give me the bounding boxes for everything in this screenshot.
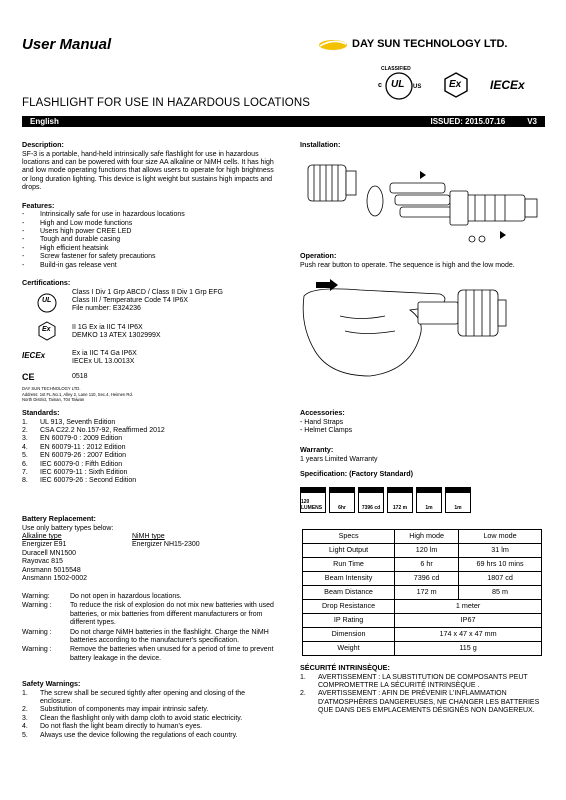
standard-item-text: IEC 60079-0 : Fifth Edition [40,460,123,468]
spec-cell: IP67 [395,614,542,628]
company-address [22,386,277,402]
ul-text: UL [391,79,405,90]
ul-cert [22,289,277,315]
nimh-heading: NiMH type [132,533,165,541]
standards-list [22,419,277,486]
iecex-mark: IECEx [490,77,525,92]
warning-label: Warning : [22,646,52,654]
badge-header [359,488,383,493]
spec-header-cell: Specs [303,530,395,544]
ul-classified-mark [376,66,422,104]
accessory-item: - Hand Straps [300,418,344,426]
safety-item-text: Do not flash the light beam directly to human's eyes. [40,723,203,731]
ce-number: 0518 [72,373,88,381]
feature-text: High and Low mode functions [40,219,133,227]
spec-cell: 115 g [395,642,542,656]
french-item [300,690,545,715]
language-bar [22,116,545,127]
spec-cell: 172 m [395,586,459,600]
standard-item-text: EN 60079-0 : 2009 Edition [40,435,123,443]
feature-item [22,228,277,236]
standards-section [22,409,277,486]
issued-date: ISSUED: 2015.07.16 [430,116,506,126]
safety-item-number: 3. [22,714,28,722]
atex-line-1: II 1G Ex ia IIC T4 IP6X [72,323,143,331]
atex-cert-mark [22,321,72,341]
ul-line-2: Class III / Temperature Code T4 IP6X [72,297,189,304]
features-section [22,202,277,270]
ul-small-text: UL [42,296,52,304]
spec-header-cell: High mode [395,530,459,544]
badge-header [417,488,441,493]
atex-cert-text [72,321,161,341]
alkaline-list [22,541,132,583]
ce-cert-mark [22,372,72,383]
feature-item [22,211,277,219]
spec-row [303,544,542,558]
safety-heading: Safety Warnings: [22,679,81,688]
standard-item-number: 4. [22,443,28,451]
spec-row [303,600,542,614]
safety-item-text: Clean the flashlight only with damp cloth to avoid static electricity. [40,714,243,722]
warning-label: Warning: [22,593,50,600]
spec-badge [445,487,471,513]
installation-section [300,141,545,254]
spec-cell: 1 meter [395,600,542,614]
safety-section [22,680,277,740]
ex-hexagon-mark [444,72,468,98]
operation-section [300,252,545,389]
ex-small-text: Ex [42,325,51,333]
standard-item-text: IEC 60079-26 : Second Edition [40,477,137,485]
specification-heading: Specification: (Factory Standard) [300,469,414,478]
spec-table-wrap [302,529,542,656]
ul-cert-text [72,289,223,314]
french-heading: SÉCURITÉ INTRINSÈQUE: [300,663,390,672]
standard-item [22,469,277,477]
iecex-cert [22,347,277,367]
safety-item-number: 5. [22,731,28,739]
standard-item-number: 8. [22,477,28,485]
standard-item-text: CSA C22.2 No.157-92, Reaffirmed 2012 [40,427,165,435]
warning-item [22,646,277,663]
battery-intro: Use only battery types below: [22,524,114,532]
badge-label: 172 m [392,504,408,511]
ce-mark-icon: CE [22,372,35,383]
standard-item [22,435,277,443]
safety-item [22,723,277,731]
spec-cell: Beam Intensity [303,572,395,586]
french-list [300,674,545,716]
spec-row [303,586,542,600]
standard-item-text: UL 913, Seventh Edition [40,418,116,426]
features-heading: Features: [22,200,55,210]
spec-badge [329,487,355,513]
standard-item [22,419,277,427]
safety-item-text: The screw shall be secured tightly after opening and closing of the enclosure. [40,689,246,706]
ex-text: Ex [449,79,462,90]
feature-text: Intrinsically safe for use in hazardous locations [40,211,185,219]
installation-heading: Installation: [300,140,341,149]
safety-item-number: 4. [22,723,28,731]
standard-item [22,427,277,435]
spec-cell: Light Output [303,544,395,558]
spec-cell: Run Time [303,558,395,572]
spec-cell: Drop Resistance [303,600,395,614]
bullet-dash: - [22,228,25,236]
address-line-2: Address: 1st FL.No.1, Alley 2, Lane 110, Sec.4, Heimen Rd. [22,391,133,397]
feature-item [22,236,277,244]
spec-cell: 69 hrs 10 mins [459,558,542,572]
address-line-3: North District, Tainan, 704 Taiwan [22,397,85,403]
spec-row [303,572,542,586]
spec-badge [416,487,442,513]
certifications-section [22,279,277,403]
badge-label: 120 LUMENS [301,498,323,511]
features-list [22,211,277,270]
badge-header [446,488,470,493]
language-label: English [30,116,59,126]
standard-item-text: EN 60079-26 : 2007 Edition [40,452,127,460]
standard-item-number: 3. [22,435,28,443]
badge-header [388,488,412,493]
install-arrow-icon-2 [500,231,506,239]
bullet-dash: - [22,244,25,252]
spec-cell: 174 x 47 x 47 mm [395,628,542,642]
bullet-dash: - [22,236,25,244]
spec-cell: 120 lm [395,544,459,558]
french-item-number: 1. [300,673,306,681]
badge-label: 1m [454,504,462,511]
bullet-dash: - [22,219,25,227]
batteries-drawing [390,183,455,217]
operation-text: Push rear button to operate. The sequence is high and the low mode. [300,261,515,269]
french-item-text: AVERTISSEMENT : AFIN DE PRÉVENIR L'INFLAMMATION D'ATMOSPHÈRES DANGEREUSES, NE CHANGER LES BATTERIES QUE DANS DES EMPLACEMENTS DÉSIGNÉS NON DANGEREUX. [318,690,540,715]
warranty-heading: Warranty: [300,445,334,454]
safety-item-text: Always use the device following the regulations of each country. [40,731,238,739]
french-section [300,664,545,716]
standard-item-text: IEC 60079-11 : Sixth Edition [40,468,128,476]
atex-cert [22,321,277,341]
alkaline-item: Duracell MN1500 [22,549,77,557]
warning-item [22,602,277,627]
spec-cell: 31 lm [459,544,542,558]
brand-name: DAY SUN TECHNOLOGY LTD. [352,38,508,50]
standard-item-number: 1. [22,418,28,426]
alkaline-item: Rayovac 815 [22,558,63,566]
ul-us-text: US [413,84,422,90]
sun-logo-icon [318,39,348,51]
warranty-text: 1 years Limited Warranty [300,455,378,463]
spec-cell: Dimension [303,628,395,642]
standard-item-number: 6. [22,460,28,468]
safety-list [22,690,277,740]
iecex-line-1: Ex ia IIC T4 Ga IP6X [72,349,137,357]
spec-cell: 85 m [459,586,542,600]
accessories-section [300,409,545,435]
french-item-text: AVERTISSEMENT : LA SUBSTITUTION DE COMPOSANTS PEUT COMPROMETTRE LA SÉCURITÉ INTRINSÈQUE . [318,673,528,690]
warning-text: To reduce the risk of explosion do not mix new batteries with used batteries, or mix batteries from different manufacturers or from different types. [70,602,274,627]
specification-section [300,470,545,513]
battery-heading: Battery Replacement: [22,514,96,523]
standard-item-text: EN 60079-11 : 2012 Edition [40,443,126,451]
alkaline-heading: Alkaline type [22,533,62,541]
spec-header-cell: Low mode [459,530,542,544]
warning-item [22,629,277,646]
alkaline-item: Ansmann 1502-0002 [22,574,87,582]
ul-line-3: File number: E324236 [72,305,141,313]
badge-header [330,488,354,493]
description-section [22,141,277,193]
ul-classified-text: CLASSIFIED [381,66,411,72]
spec-cell: 7396 cd [395,572,459,586]
spec-cell: Weight [303,642,395,656]
safety-item-text: Substitution of components may impair intrinsic safety. [40,706,209,714]
warning-label: Warning : [22,628,52,636]
warning-text: Do not charge NiMH batteries in the flashlight. Charge the NiMH batteries according to the manufacturer's specification. [70,628,269,644]
left-column [22,141,277,403]
safety-item [22,715,277,723]
document-title: FLASHLIGHT FOR USE IN HAZARDOUS LOCATIONS [22,97,311,109]
brand [318,38,507,51]
feature-item [22,262,277,270]
warning-label: Warning : [22,602,52,610]
spec-cell: 1807 cd [459,572,542,586]
installation-diagram [300,151,545,251]
operation-heading: Operation: [300,251,337,260]
spec-header-row [303,530,542,544]
nimh-item: Energizer NH15-2300 [132,541,200,549]
standard-item-number: 7. [22,468,28,476]
badge-label: 1m [425,504,433,511]
bullet-dash: - [22,211,25,219]
feature-text: High efficient heatsink [40,244,109,252]
atex-line-2: DEMKO 13 ATEX 1302999X [72,332,161,339]
french-item [300,674,545,691]
spec-cell: IP Rating [303,614,395,628]
safety-item-number: 2. [22,706,28,714]
alkaline-item: Ansmann 5015548 [22,566,81,574]
safety-item [22,732,277,740]
warranty-section [300,446,545,464]
warning-text: Remove the batteries when unused for a period of time to prevent battery leakage in the device. [70,646,274,662]
badge-label: 6hr [338,504,346,511]
battery-types [22,533,277,583]
address-line-1: DAY SUN TECHNOLOGY LTD. [22,386,81,392]
iecex-small-text: IECEx [22,350,46,360]
spec-badge [300,487,326,513]
spec-row [303,558,542,572]
spec-row [303,628,542,642]
badge-header [301,488,325,493]
warning-text: Do not open in hazardous locations. [70,593,182,600]
ul-line-1: Class I Div 1 Grp ABCD / Class II Div 1 Grp EFG [72,288,223,296]
feature-text: Build-in gas release vent [40,261,117,269]
spec-cell: 6 hr [395,558,459,572]
description-text: SF-3 is a portable, hand-held intrinsically safe flashlight for use in hazardous locations and can be powered with four size AA alkaline or NiMH cells. It has high and low mode operating functions that allows users to operate for high brightness or long duration lighting. This device is light weight but sustains high impacts and drops. [22,150,274,192]
feature-item [22,253,277,261]
feature-text: Users high power CREE LED [40,228,132,236]
spec-row [303,642,542,656]
operation-diagram [300,276,545,386]
accessory-item: - Helmet Clamps [300,427,353,435]
iecex-line-2: IECEx UL 13.0013X [72,358,135,365]
alkaline-item: Energizer E91 [22,541,67,549]
nimh-list [132,541,242,549]
ce-cert [22,372,277,383]
french-item-number: 2. [300,690,306,698]
feature-item [22,220,277,228]
iecex-cert-mark [22,347,72,361]
warning-item [22,593,277,601]
standard-item [22,444,277,452]
spec-cell: Beam Distance [303,586,395,600]
alkaline-column [22,533,132,583]
bullet-dash: - [22,253,25,261]
bullet-dash: - [22,261,25,269]
safety-item [22,706,277,714]
battery-section [22,515,277,583]
standard-item [22,452,277,460]
certifications-heading: Certifications: [22,277,71,287]
spec-badges [300,487,545,513]
warnings-section [22,593,277,664]
standard-item-number: 5. [22,452,28,460]
feature-item [22,245,277,253]
spec-badge [387,487,413,513]
badge-label: 7396 cd [361,504,381,511]
iecex-cert-text [72,347,137,367]
install-arrow-icon [420,171,426,179]
flashlight-body-drawing [450,191,537,225]
standard-item [22,477,277,485]
safety-item-number: 1. [22,689,28,697]
manual-title: User Manual [22,36,112,53]
standard-item-number: 2. [22,427,28,435]
accessories-heading: Accessories: [300,408,345,417]
ul-cert-mark [22,289,72,315]
spec-table [302,529,542,656]
safety-item [22,690,277,707]
description-heading: Description: [22,140,64,149]
header-cert-marks [376,66,525,104]
feature-text: Screw fastener for safety precautions [40,253,156,261]
spec-badge [358,487,384,513]
standard-item [22,461,277,469]
feature-text: Tough and durable casing [40,236,121,244]
spec-row [303,614,542,628]
standards-heading: Standards: [22,408,60,417]
ul-c-text: c [378,82,382,89]
nimh-column [132,533,242,583]
version-label: V3 [527,116,537,126]
